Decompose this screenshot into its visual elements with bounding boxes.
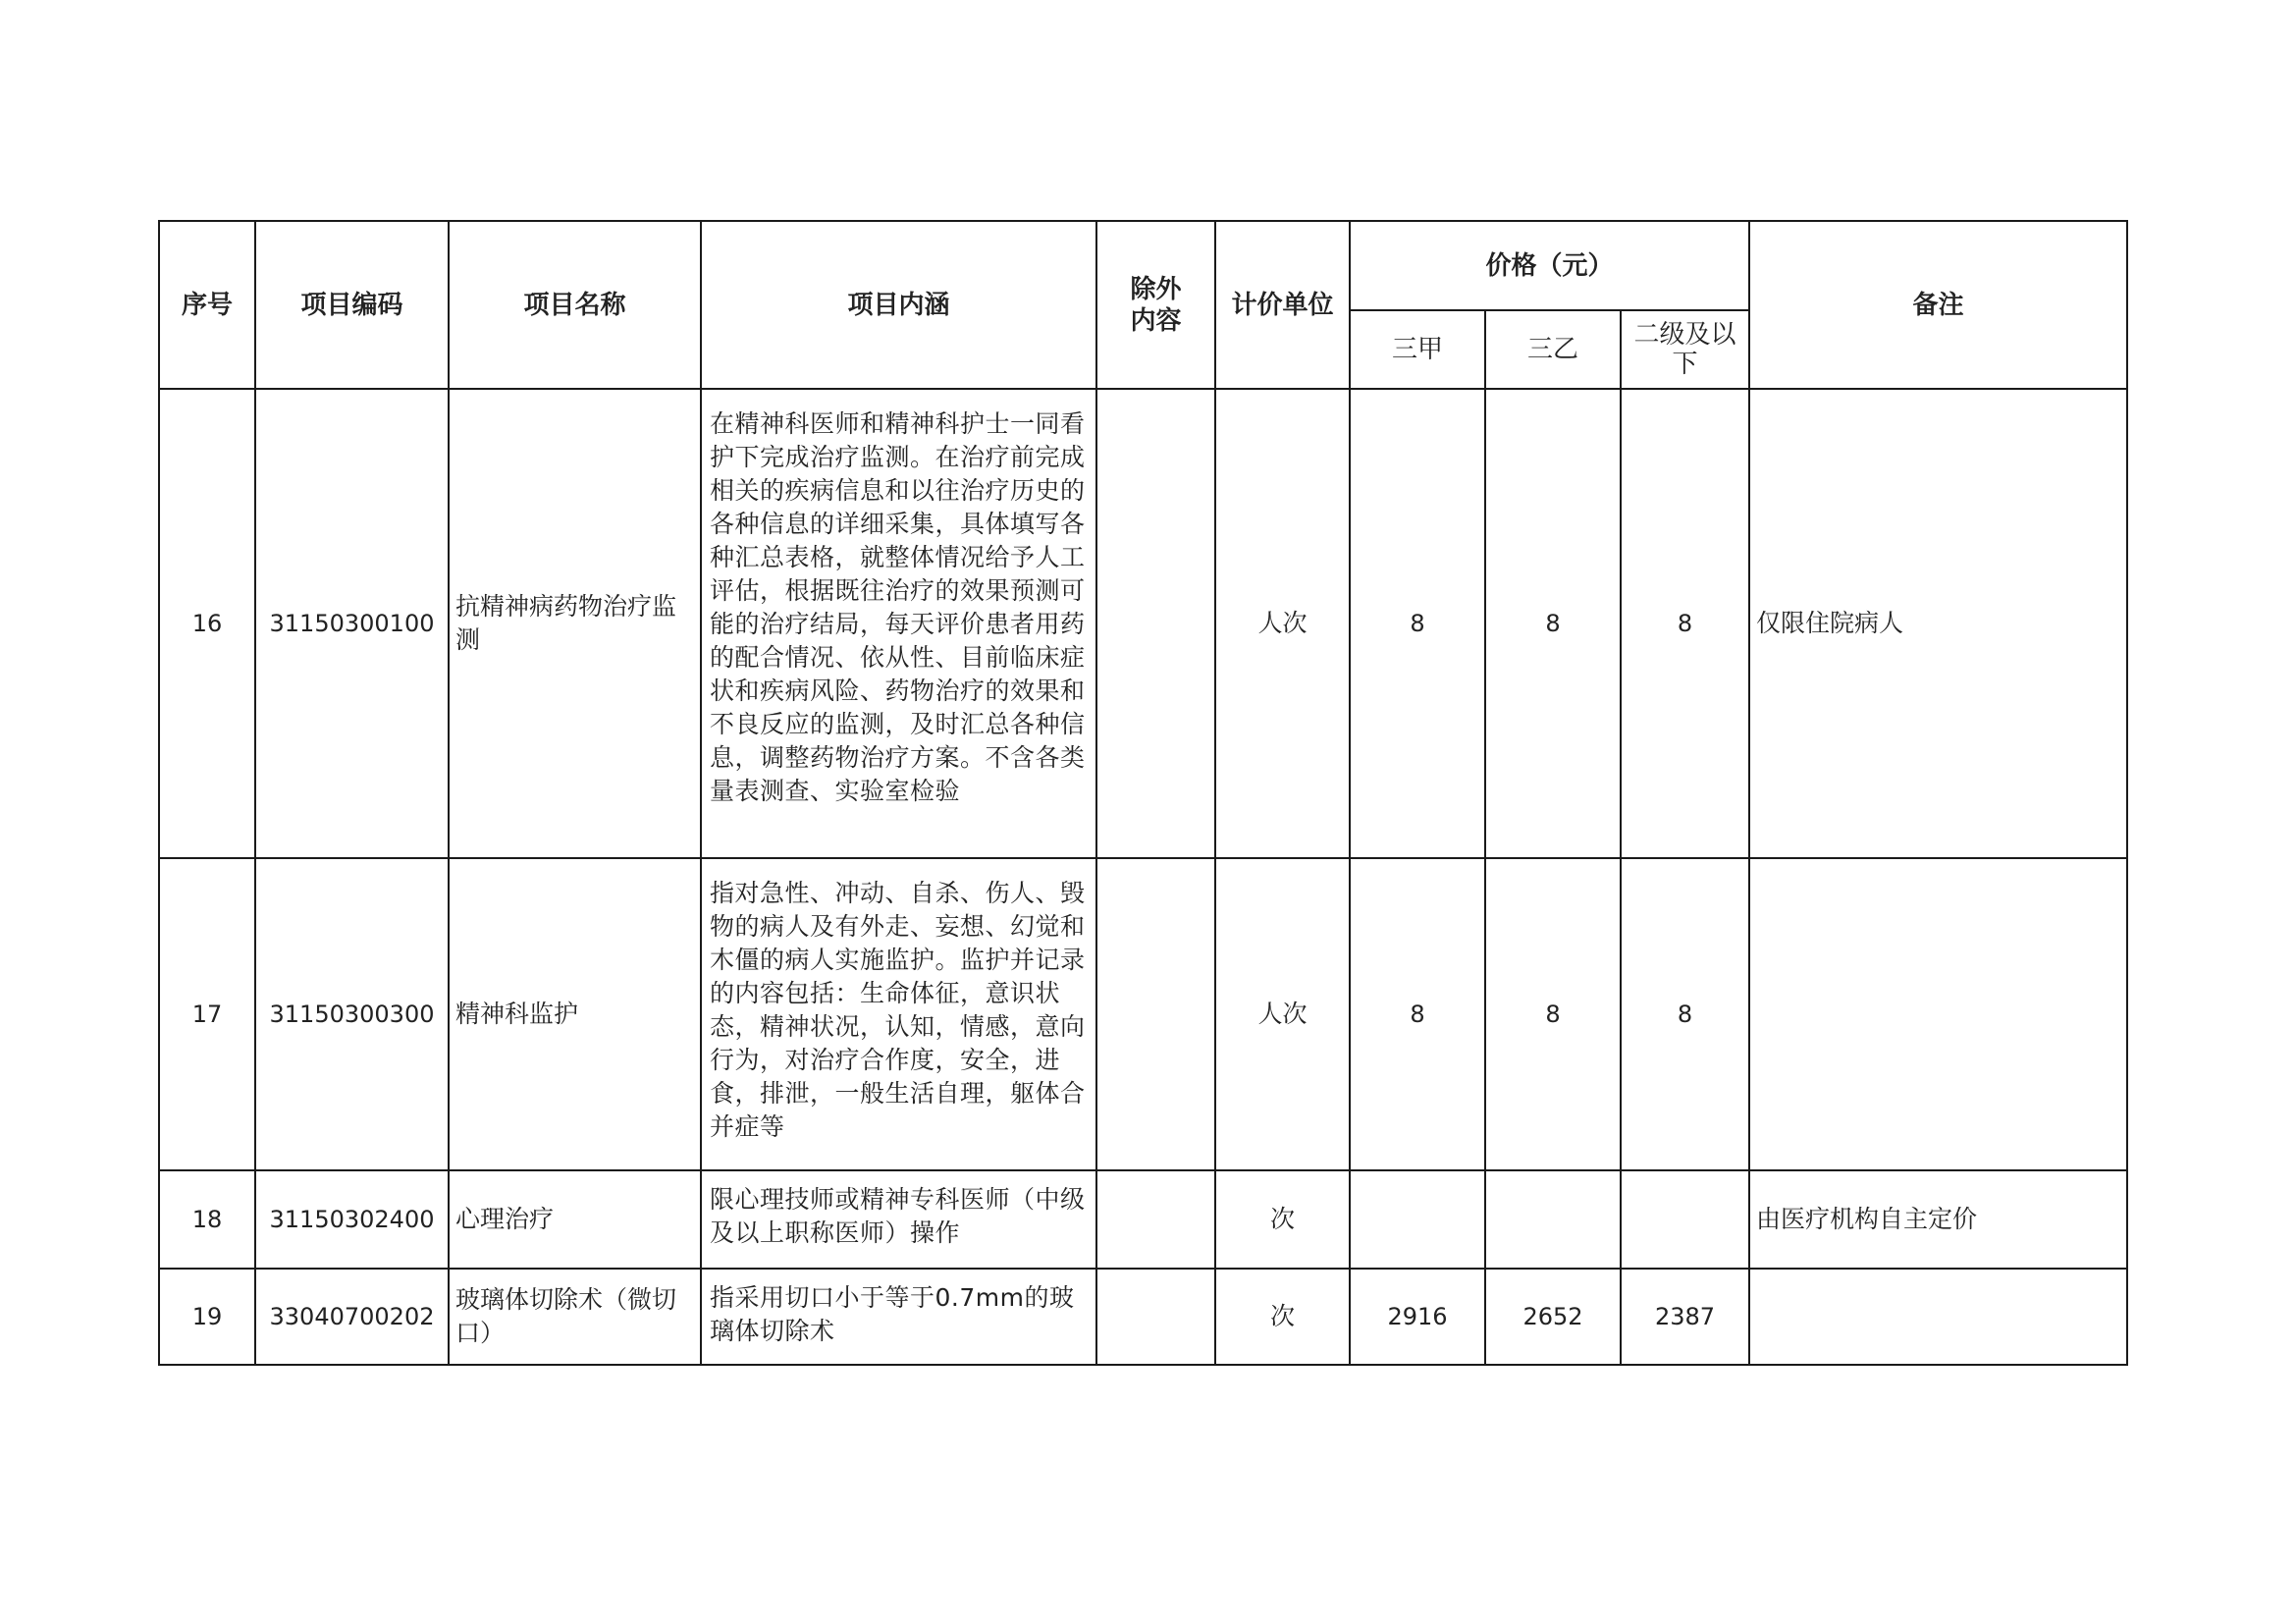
cell-remark [1749, 1269, 2127, 1365]
header-price-group: 价格（元） [1350, 221, 1749, 310]
header-excluded: 除外内容 [1096, 221, 1215, 389]
cell-seq: 18 [159, 1170, 255, 1269]
cell-content: 指对急性、冲动、自杀、伤人、毁物的病人及有外走、妄想、幻觉和木僵的病人实施监护。监护并记录的内容包括：生命体征，意识状态，精神状况，认知，情感，意向行为，对治疗合作度，安全，进食，排泄，一般生活自理，躯体合并症等 [701, 858, 1096, 1170]
table-row [159, 389, 2127, 858]
cell-price-b3: 8 [1485, 389, 1621, 858]
header-seq: 序号 [159, 221, 255, 389]
header-content: 项目内涵 [701, 221, 1096, 389]
price-table [158, 220, 2128, 1366]
cell-content: 在精神科医师和精神科护士一同看护下完成治疗监测。在治疗前完成相关的疾病信息和以往治疗历史的各种信息的详细采集，具体填写各种汇总表格，就整体情况给予人工评估，根据既往治疗的效果预测可能的治疗结局，每天评价患者用药的配合情况、依从性、目前临床症状和疾病风险、药物治疗的效果和不良反应的监测，及时汇总各种信息，调整药物治疗方案。不含各类量表测查、实验室检验 [701, 389, 1096, 858]
cell-price-a3: 2916 [1350, 1269, 1485, 1365]
cell-unit: 次 [1215, 1170, 1350, 1269]
cell-code: 31150300300 [255, 858, 449, 1170]
table-row [159, 858, 2127, 1170]
header-remark: 备注 [1749, 221, 2127, 389]
cell-remark: 由医疗机构自主定价 [1749, 1170, 2127, 1269]
cell-code: 31150300100 [255, 389, 449, 858]
cell-price-b3: 8 [1485, 858, 1621, 1170]
cell-price-a3 [1350, 1170, 1485, 1269]
header-code: 项目编码 [255, 221, 449, 389]
cell-price-l2: 8 [1621, 858, 1749, 1170]
table-row [159, 1269, 2127, 1365]
cell-name: 精神科监护 [449, 858, 701, 1170]
cell-content: 限心理技师或精神专科医师（中级及以上职称医师）操作 [701, 1170, 1096, 1269]
cell-unit: 次 [1215, 1269, 1350, 1365]
cell-price-l2: 8 [1621, 389, 1749, 858]
table-row [159, 1170, 2127, 1269]
header-price-l2: 二级及以下 [1621, 310, 1749, 389]
cell-seq: 17 [159, 858, 255, 1170]
header-unit: 计价单位 [1215, 221, 1350, 389]
cell-price-a3: 8 [1350, 858, 1485, 1170]
cell-unit: 人次 [1215, 858, 1350, 1170]
cell-remark [1749, 858, 2127, 1170]
cell-price-a3: 8 [1350, 389, 1485, 858]
cell-code: 31150302400 [255, 1170, 449, 1269]
cell-unit: 人次 [1215, 389, 1350, 858]
cell-excluded [1096, 1269, 1215, 1365]
cell-name: 玻璃体切除术（微切口） [449, 1269, 701, 1365]
cell-price-l2 [1621, 1170, 1749, 1269]
header-row-top [159, 221, 2127, 310]
cell-seq: 16 [159, 389, 255, 858]
cell-remark: 仅限住院病人 [1749, 389, 2127, 858]
cell-content: 指采用切口小于等于0.7mm的玻璃体切除术 [701, 1269, 1096, 1365]
header-name: 项目名称 [449, 221, 701, 389]
cell-price-b3: 2652 [1485, 1269, 1621, 1365]
cell-excluded [1096, 389, 1215, 858]
cell-code: 33040700202 [255, 1269, 449, 1365]
cell-seq: 19 [159, 1269, 255, 1365]
header-price-b3: 三乙 [1485, 310, 1621, 389]
cell-name: 抗精神病药物治疗监测 [449, 389, 701, 858]
cell-price-l2: 2387 [1621, 1269, 1749, 1365]
table-header [159, 221, 2127, 389]
cell-name: 心理治疗 [449, 1170, 701, 1269]
header-price-a3: 三甲 [1350, 310, 1485, 389]
cell-price-b3 [1485, 1170, 1621, 1269]
table-body [159, 389, 2127, 1365]
cell-excluded [1096, 858, 1215, 1170]
cell-excluded [1096, 1170, 1215, 1269]
